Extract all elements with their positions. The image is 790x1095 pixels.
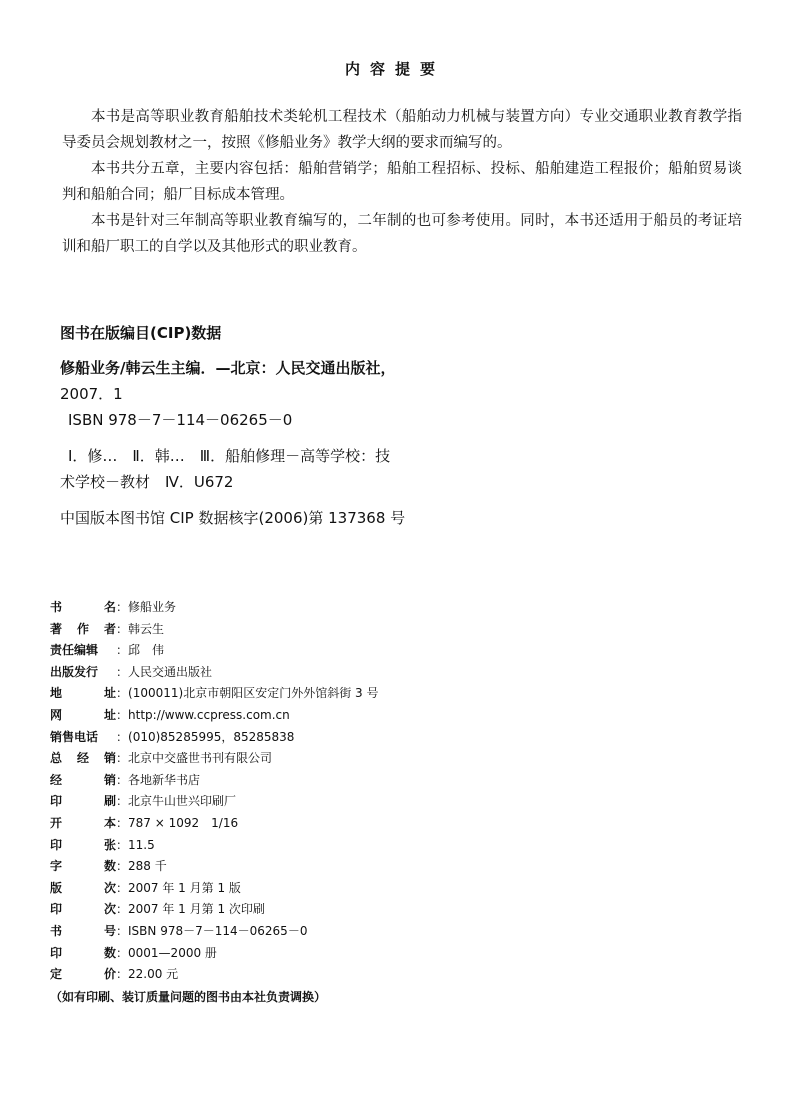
colophon-label-char: 数 — [103, 859, 116, 874]
colophon-label — [50, 727, 116, 749]
colophon-colon: ： — [116, 815, 129, 830]
colophon-colon: ： — [116, 621, 129, 636]
cip-block — [60, 322, 480, 531]
colophon-label — [50, 619, 116, 641]
colophon-label — [50, 597, 116, 619]
colophon-label — [50, 856, 116, 878]
colophon-colon: ： — [116, 600, 129, 614]
colophon-label-char: 版 — [50, 880, 63, 895]
colophon-label-char: 本 — [103, 815, 116, 830]
colophon-label — [50, 748, 116, 770]
colophon-value: 787 × 1092 1/16 — [128, 815, 239, 830]
colophon-row — [50, 813, 550, 835]
colophon-row — [50, 791, 550, 813]
colophon-label-char: 印 — [50, 945, 63, 960]
cip-record-number: 中国版本图书馆 CIP 数据核字(2006)第 137368 号 — [60, 509, 406, 527]
colophon-label-char: 销 — [103, 772, 116, 787]
colophon-colon: ： — [116, 837, 129, 852]
colophon-colon: ： — [116, 967, 129, 982]
colophon-label-char: 书 — [50, 923, 63, 938]
colophon-colon: ： — [116, 902, 129, 917]
colophon-label — [50, 640, 116, 662]
colophon-value: ISBN 978－7－114－06265－0 — [128, 923, 308, 938]
colophon-value: 邱 伟 — [128, 643, 165, 658]
colophon-colon: ： — [116, 772, 129, 787]
colophon-colon: ： — [116, 945, 129, 960]
colophon-colon: ： — [116, 923, 129, 938]
colophon-label-char: 价 — [103, 967, 116, 982]
colophon-label-char: 地 — [50, 686, 63, 701]
colophon-label — [50, 943, 116, 965]
colophon-label — [50, 791, 116, 813]
colophon-label-char: 印 — [50, 794, 63, 809]
colophon-label — [50, 813, 116, 835]
summary-paragraph: 本书是高等职业教育船舶技术类轮机工程技术（船舶动力机械与装置方向）专业交通职业教育教学指导委员会规划教材之一，按照《修船业务》教学大纲的要求而编写的。 — [62, 109, 742, 151]
colophon-colon: ： — [116, 794, 129, 809]
colophon-colon: ： — [116, 707, 129, 722]
colophon-row — [50, 878, 550, 900]
colophon-label-char: 刷 — [103, 794, 116, 809]
colophon-value: 2007 年 1 月第 1 次印刷 — [128, 902, 265, 917]
colophon-rows — [50, 597, 550, 986]
colophon-label-char: 总 — [50, 751, 63, 766]
colophon-value: 修船业务 — [128, 600, 177, 614]
colophon-colon: ： — [116, 729, 129, 744]
colophon-value: 0001—2000 册 — [128, 945, 217, 960]
colophon-label — [50, 662, 116, 684]
colophon-label — [50, 835, 116, 857]
colophon-label-char: 字 — [50, 859, 63, 874]
colophon-label — [50, 921, 116, 943]
colophon-value: 11.5 — [128, 837, 155, 852]
summary-title: 内容提要 — [344, 60, 445, 78]
colophon-label-char: 址 — [103, 686, 116, 701]
colophon-label-char: 址 — [103, 707, 116, 722]
colophon-row — [50, 597, 550, 619]
cip-date-line: 2007．1 — [60, 385, 123, 403]
colophon-label-char: 者 — [103, 621, 116, 636]
colophon-label-char: 经 — [76, 751, 89, 766]
colophon — [50, 597, 550, 1008]
colophon-value: (100011)北京市朝阳区安定门外外馆斜街 3 号 — [128, 686, 379, 701]
colophon-value: 各地新华书店 — [128, 772, 201, 787]
colophon-colon: ： — [116, 664, 129, 679]
colophon-colon: ： — [116, 686, 129, 701]
colophon-label-char: 定 — [50, 967, 63, 982]
colophon-row — [50, 683, 550, 705]
colophon-label-char: 出版发行 — [50, 664, 99, 679]
colophon-value: (010)85285995，85285838 — [128, 729, 295, 744]
colophon-row — [50, 619, 550, 641]
colophon-row — [50, 770, 550, 792]
colophon-label — [50, 705, 116, 727]
colophon-value: 北京中交盛世书刊有限公司 — [128, 751, 273, 766]
cip-heading: 图书在版编目(CIP)数据 — [60, 324, 222, 342]
colophon-label-char: 销售电话 — [50, 729, 99, 744]
colophon-label-char: 张 — [103, 837, 116, 852]
colophon-value: 288 千 — [128, 859, 167, 874]
colophon-row — [50, 705, 550, 727]
colophon-label-char: 作 — [76, 621, 89, 636]
colophon-colon: ： — [116, 643, 129, 658]
colophon-row — [50, 964, 550, 986]
colophon-label-char: 次 — [103, 880, 116, 895]
colophon-row — [50, 921, 550, 943]
cip-classification: Ⅰ．修… Ⅱ．韩… Ⅲ．船舶修理－高等学校：技 — [68, 447, 391, 465]
summary-paragraph: 本书共分五章，主要内容包括：船舶营销学；船舶工程招标、投标、船舶建造工程报价；船舶贸易谈判和船舶合同；船厂目标成本管理。 — [62, 161, 742, 203]
colophon-label-char: 书 — [50, 600, 63, 614]
colophon-label-char: 号 — [103, 923, 116, 938]
colophon-row — [50, 662, 550, 684]
colophon-label — [50, 770, 116, 792]
colophon-label-char: 开 — [50, 815, 63, 830]
colophon-label — [50, 964, 116, 986]
colophon-value: http://www.ccpress.com.cn — [128, 707, 290, 722]
colophon-label — [50, 899, 116, 921]
colophon-value: 22.00 元 — [128, 967, 179, 982]
colophon-row — [50, 748, 550, 770]
colophon-label — [50, 878, 116, 900]
colophon-row — [50, 640, 550, 662]
cip-isbn: ISBN 978－7－114－06265－0 — [68, 411, 293, 429]
cip-classification-cont: 术学校－教材 Ⅳ．U672 — [60, 473, 234, 491]
colophon-label-char: 印 — [50, 837, 63, 852]
summary-body — [62, 104, 742, 260]
colophon-value: 2007 年 1 月第 1 版 — [128, 880, 241, 895]
colophon-label-char: 数 — [103, 945, 116, 960]
colophon-label-char: 著 — [50, 621, 63, 636]
colophon-colon: ： — [116, 751, 129, 766]
colophon-row — [50, 856, 550, 878]
colophon-row — [50, 899, 550, 921]
colophon-label-char: 销 — [103, 751, 116, 766]
colophon-label — [50, 683, 116, 705]
colophon-label-char: 网 — [50, 707, 63, 722]
summary-paragraph: 本书是针对三年制高等职业教育编写的，二年制的也可参考使用。同时，本书还适用于船员的考证培训和船厂职工的自学以及其他形式的职业教育。 — [62, 213, 742, 255]
colophon-label-char: 责任编辑 — [50, 643, 99, 658]
colophon-value: 北京牛山世兴印刷厂 — [128, 794, 237, 809]
colophon-label-char: 次 — [103, 902, 116, 917]
colophon-row — [50, 727, 550, 749]
colophon-row — [50, 835, 550, 857]
cip-title-line: 修船业务/韩云生主编．—北京：人民交通出版社， — [60, 359, 396, 377]
colophon-colon: ： — [116, 859, 129, 874]
colophon-value: 人民交通出版社 — [128, 664, 213, 679]
colophon-note: （如有印刷、装订质量问题的图书由本社负责调换） — [50, 989, 327, 1004]
colophon-colon: ： — [116, 880, 129, 895]
colophon-label-char: 印 — [50, 902, 63, 917]
colophon-label-char: 经 — [50, 772, 63, 787]
colophon-label-char: 名 — [103, 600, 116, 614]
colophon-value: 韩云生 — [128, 621, 165, 636]
colophon-row — [50, 943, 550, 965]
